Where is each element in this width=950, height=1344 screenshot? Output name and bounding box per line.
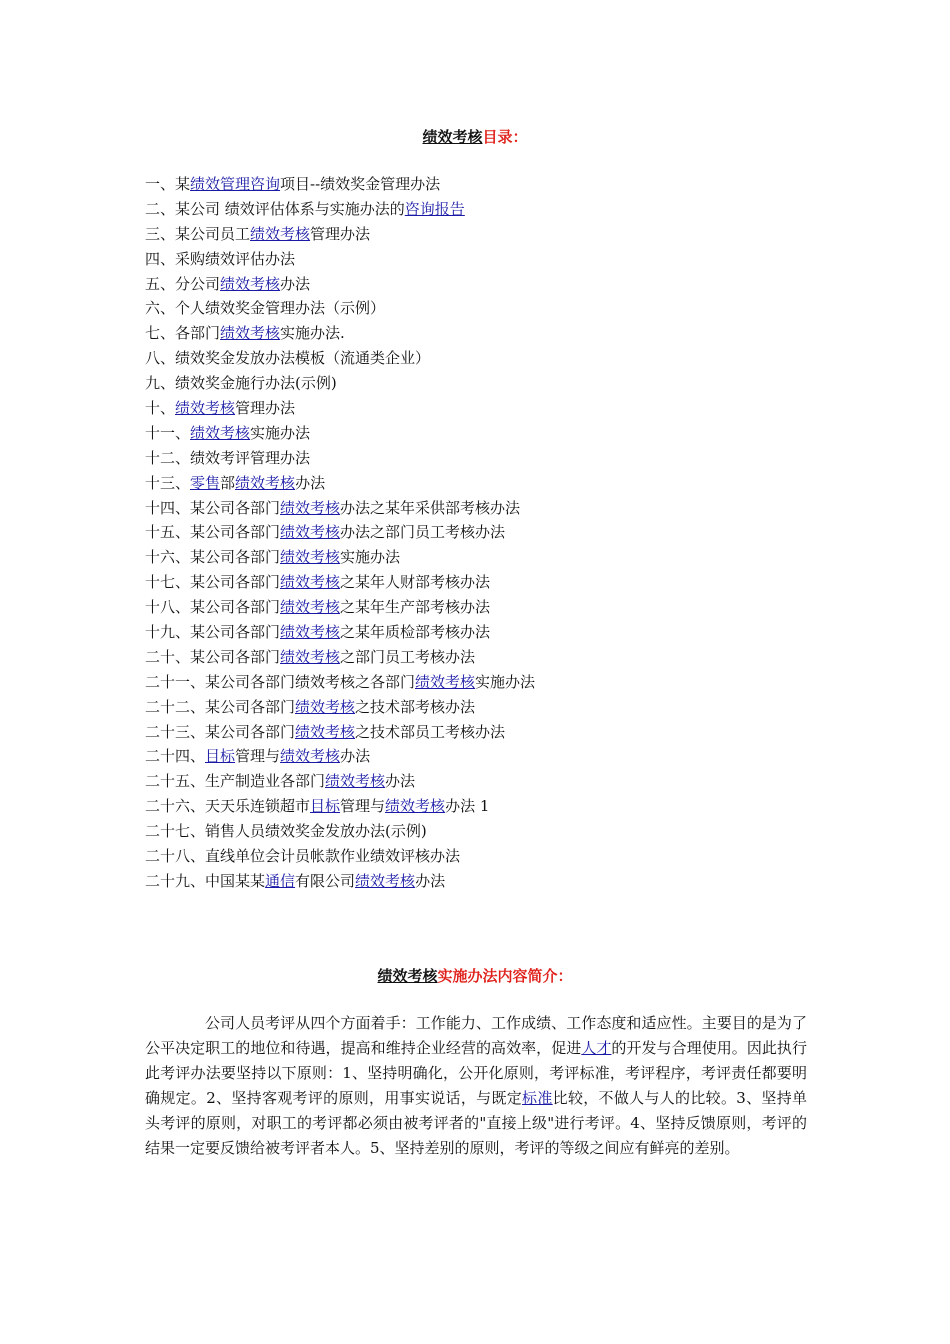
toc-item-text: 十二、绩效考评管理办法 — [145, 448, 311, 467]
toc-item-text: 办法 — [385, 772, 416, 791]
toc-item-text: 办法 — [295, 473, 326, 492]
toc-item-text: 二十七、销售人员绩效奖金发放办法(示例) — [145, 822, 427, 841]
toc-item — [145, 794, 825, 819]
toc-item-link[interactable]: 绩效考核 — [280, 747, 341, 766]
toc-item-text: 实施办法 — [250, 423, 311, 442]
toc-item-text: 二十九、中国某某 — [145, 871, 266, 890]
toc-item-text: 二十三、某公司各部门 — [145, 722, 296, 741]
toc-item-link[interactable]: 绩效考核 — [250, 224, 311, 243]
intro-heading-label: 实施办法内容简介： — [437, 967, 573, 985]
toc-item-text: 部 — [220, 473, 236, 492]
intro-heading — [0, 966, 950, 986]
toc-item-text: 办法 — [280, 274, 311, 293]
toc-item — [145, 545, 825, 570]
toc-item-text: 五、分公司 — [145, 274, 221, 293]
toc-item-link[interactable]: 绩效考核 — [295, 722, 356, 741]
toc-item — [145, 396, 825, 421]
toc-item-link[interactable]: 目标 — [205, 747, 236, 766]
toc-item-text: 三、某公司员工 — [145, 224, 251, 243]
toc-item-text: 办法之某年采供部考核办法 — [340, 498, 521, 517]
intro-text: 公司人员考评从四个方面着手：工作能力、工作成绩、工作态度和适应性。主要目的是为了公平决定职工的地位和待遇，提高和维持企业经营的高效率，促进 — [145, 1014, 807, 1057]
toc-item-text: 十三、 — [145, 473, 191, 492]
toc-item-link[interactable]: 绩效考核 — [280, 647, 341, 666]
toc-item-text: 二十四、 — [145, 747, 206, 766]
toc-item-link[interactable]: 绩效考核 — [295, 697, 356, 716]
toc-item-text: 一、某 — [145, 175, 191, 193]
toc-item-text: 之某年人财部考核办法 — [340, 573, 491, 592]
toc-item-link[interactable]: 绩效考核 — [280, 598, 341, 617]
toc-item-link[interactable]: 零售 — [190, 473, 221, 492]
toc-item-text: 七、各部门 — [145, 324, 221, 343]
toc-item-text: 六、个人绩效奖金管理办法（示例） — [145, 299, 386, 318]
toc-item — [145, 496, 825, 521]
toc-item — [145, 645, 825, 670]
toc-item — [145, 620, 825, 645]
toc-item — [145, 769, 825, 794]
toc-heading-link[interactable]: 绩效考核 — [422, 128, 483, 146]
toc-item-link[interactable]: 绩效考核 — [415, 672, 476, 691]
toc-item-text: 二十、某公司各部门 — [145, 647, 281, 666]
intro-link[interactable]: 人才 — [581, 1039, 612, 1057]
toc-item-text: 办法 1 — [445, 797, 490, 816]
toc-item-text: 之技术部员工考核办法 — [355, 722, 506, 741]
toc-item — [145, 446, 825, 471]
toc-item — [145, 695, 825, 720]
toc-item-text: 实施办法 — [340, 548, 401, 567]
toc-item — [145, 595, 825, 620]
toc-item — [145, 222, 825, 247]
toc-item — [145, 172, 825, 197]
toc-item-text: 办法之部门员工考核办法 — [340, 523, 506, 542]
toc-item-text: 办法 — [415, 871, 446, 890]
toc-item — [145, 371, 825, 396]
toc-item-text: 十九、某公司各部门 — [145, 623, 281, 642]
toc-item-text: 八、绩效奖金发放办法模板（流通类企业） — [145, 349, 431, 368]
toc-item — [145, 720, 825, 745]
table-of-contents — [145, 172, 825, 894]
toc-item-link[interactable]: 绩效管理咨询 — [190, 175, 281, 193]
toc-item-link[interactable]: 绩效考核 — [355, 871, 416, 890]
toc-item-text: 管理与 — [235, 747, 281, 766]
toc-item-text: 管理办法 — [235, 399, 296, 418]
toc-item — [145, 197, 825, 222]
toc-item-text: 二十八、直线单位会计员帐款作业绩效评核办法 — [145, 847, 461, 866]
toc-item-text: 十五、某公司各部门 — [145, 523, 281, 542]
toc-item-link[interactable]: 绩效考核 — [175, 399, 236, 418]
toc-item-link[interactable]: 咨询报告 — [404, 199, 465, 218]
toc-item-link[interactable]: 绩效考核 — [190, 423, 251, 442]
toc-item — [145, 844, 825, 869]
toc-item-link[interactable]: 绩效考核 — [325, 772, 386, 791]
toc-item — [145, 471, 825, 496]
toc-item — [145, 520, 825, 545]
toc-item-link[interactable]: 绩效考核 — [280, 623, 341, 642]
toc-item-text: 十一、 — [145, 423, 191, 442]
toc-item-text: 二十一、某公司各部门绩效考核之各部门 — [145, 672, 416, 691]
toc-item-text: 之技术部考核办法 — [355, 697, 476, 716]
toc-item-text: 十七、某公司各部门 — [145, 573, 281, 592]
toc-item-text: 四、采购绩效评估办法 — [145, 249, 296, 268]
toc-item-text: 之部门员工考核办法 — [340, 647, 476, 666]
intro-text: 的开发与合理使用。因此执行此考评办法要坚持以下原则：1、坚持明确化，公开化原则，考评标准，考评程序，考评责任都要明确规定。2、坚持客观考评的原则，用事实说话，与既定 — [145, 1039, 807, 1107]
toc-item-link[interactable]: 通信 — [265, 871, 296, 890]
toc-item — [145, 670, 825, 695]
toc-item-link[interactable]: 绩效考核 — [280, 573, 341, 592]
toc-item-text: 二十二、某公司各部门 — [145, 697, 296, 716]
toc-item — [145, 247, 825, 272]
intro-paragraph — [145, 1011, 807, 1161]
toc-item — [145, 570, 825, 595]
toc-item — [145, 744, 825, 769]
toc-item-text: 之某年质检部考核办法 — [340, 623, 491, 642]
toc-item-link[interactable]: 目标 — [310, 797, 341, 816]
toc-item-link[interactable]: 绩效考核 — [280, 548, 341, 567]
toc-item — [145, 869, 825, 894]
toc-item-text: 二十六、天天乐连锁超市 — [145, 797, 311, 816]
toc-item-text: 九、绩效奖金施行办法(示例) — [145, 374, 337, 393]
intro-text: 比较，不做人与人的比较。3、坚持单头考评的原则，对职工的考评都必须由被考评者的"直接上级"进行考评。4、坚持反馈原则，考评的结果一定要反馈给被考评者本人。5、坚持差别的原则，考评的等级之间应有鲜亮的差别。 — [145, 1089, 807, 1157]
toc-item-text: 有限公司 — [295, 871, 356, 890]
toc-item-text: 十八、某公司各部门 — [145, 598, 281, 617]
toc-item-link[interactable]: 绩效考核 — [220, 274, 281, 293]
toc-item-text: 二、某公司 绩效评估体系与实施办法的 — [145, 199, 405, 218]
toc-item — [145, 272, 825, 297]
toc-item-text: 十、 — [145, 399, 176, 418]
toc-item-text: 实施办法 — [475, 672, 536, 691]
toc-item-text: 办法 — [340, 747, 371, 766]
toc-item — [145, 321, 825, 346]
toc-heading — [0, 127, 950, 147]
toc-item-text: 管理办法 — [310, 224, 371, 243]
toc-item-text: 之某年生产部考核办法 — [340, 598, 491, 617]
toc-item-text: 十六、某公司各部门 — [145, 548, 281, 567]
toc-item-text: 项目--绩效奖金管理办法 — [280, 175, 441, 193]
toc-item — [145, 296, 825, 321]
toc-item — [145, 819, 825, 844]
toc-item-text: 十四、某公司各部门 — [145, 498, 281, 517]
toc-item-text: 二十五、生产制造业各部门 — [145, 772, 326, 791]
toc-item — [145, 346, 825, 371]
toc-item-link[interactable]: 绩效考核 — [220, 324, 281, 343]
toc-heading-label: 目录： — [482, 128, 528, 146]
intro-heading-link[interactable]: 绩效考核 — [377, 967, 438, 985]
toc-item-text: 实施办法. — [280, 324, 345, 343]
toc-item-link[interactable]: 绩效考核 — [385, 797, 446, 816]
toc-item-link[interactable]: 绩效考核 — [280, 523, 341, 542]
toc-item-text: 管理与 — [340, 797, 386, 816]
toc-item-link[interactable]: 绩效考核 — [235, 473, 296, 492]
toc-item-link[interactable]: 绩效考核 — [280, 498, 341, 517]
intro-link[interactable]: 标准 — [522, 1089, 553, 1107]
toc-item — [145, 421, 825, 446]
